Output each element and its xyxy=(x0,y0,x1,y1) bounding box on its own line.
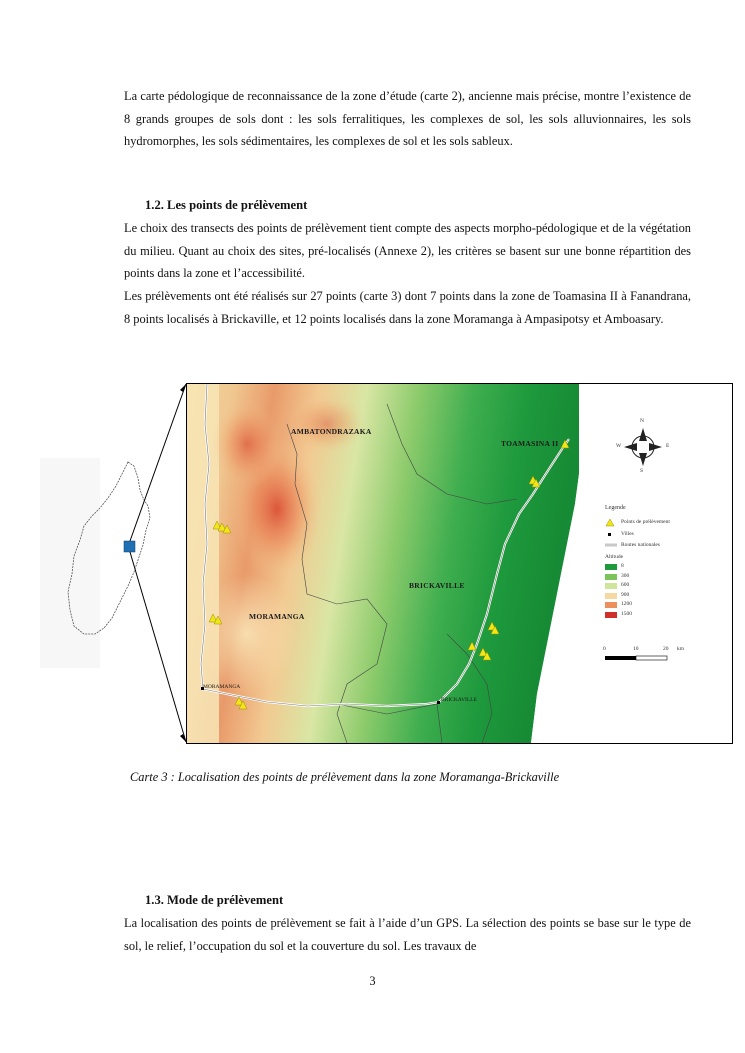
paragraph-27-points: Les prélèvements ont été réalisés sur 27 points (carte 3) dont 7 points dans la zone de Toamasina II à Fanandrana, 8 points localisés à Brickaville, et 12 points localisés dans la zone Moramanga à Ampasipotsy et Amboasary. xyxy=(124,289,691,326)
compass-s: S xyxy=(640,468,644,474)
compass-n: N xyxy=(640,418,644,424)
legend-town-symbol xyxy=(608,533,611,536)
map-label-ambatondrazaka: AMBATONDRAZAKA xyxy=(291,427,372,436)
altitude-label: 1200 xyxy=(621,601,632,607)
section-heading-sampling-points: 1.2. Les points de prélèvement xyxy=(145,198,308,212)
inset-background xyxy=(40,458,100,668)
paragraph-transects: Le choix des transects des points de prélèvement tient compte des aspects morpho-pédologique et de la végétation du milieu. Quant au choix des sites, pré-localisés (Annexe 2), les critères se basent sur une bonne répartition des points dans la zone et l’accessibilité. xyxy=(124,221,691,281)
legend-points-label: Points de prélèvement xyxy=(621,519,670,525)
map-label-moramanga: MORAMANGA xyxy=(249,612,305,621)
section-heading-sampling-mode: 1.3. Mode de prélèvement xyxy=(145,893,284,907)
altitude-label: 1500 xyxy=(621,610,632,617)
study-area-map xyxy=(186,383,733,744)
altitude-swatch xyxy=(605,602,617,608)
altitude-swatch xyxy=(605,564,617,570)
scale-tick-10: 10 xyxy=(633,646,639,652)
paragraph-gps: La localisation des points de prélèvement se fait à l’aide d’un GPS. La sélection des points se base sur le type de sol, le relief, l’occupation du sol et la couverture du sol. Les travaux de xyxy=(124,916,691,953)
scale-bar-black xyxy=(605,656,636,660)
altitude-label: 300 xyxy=(621,572,630,579)
highland-area-ambatondrazaka xyxy=(287,394,367,454)
scale-tick-0: 0 xyxy=(603,646,606,652)
legend-villes-label: Villes xyxy=(621,531,634,537)
scale-bar-white xyxy=(636,656,667,660)
altitude-swatch xyxy=(605,593,617,599)
map-label-moramanga-town: MORAMANGA xyxy=(203,684,241,690)
scale-unit: km xyxy=(677,646,685,652)
legend-altitude-label: Altitude xyxy=(605,554,624,560)
legend-routes-label: Routes nationales xyxy=(621,542,660,548)
scale-tick-20: 20 xyxy=(663,646,669,652)
page-number: 3 xyxy=(369,974,376,988)
paragraph-soil-map: La carte pédologique de reconnaissance de la zone d’étude (carte 2), ancienne mais précise, montre l’existence de 8 grands groupes de sols dont : les sols ferralitiques, les complexes de sol, les sols alluvionnaires, les sols hydromorphes, les sols sédimentaires, les complexes de sol et les sols sableux. xyxy=(124,89,691,149)
highland-area-north xyxy=(212,399,282,489)
altitude-swatch xyxy=(605,574,617,580)
connector-bottom xyxy=(130,552,186,742)
altitude-swatch xyxy=(605,612,617,618)
compass-w: W xyxy=(616,443,622,449)
map-label-brickaville: BRICKAVILLE xyxy=(409,581,465,590)
altitude-label: 8 xyxy=(621,563,624,569)
compass-e: E xyxy=(666,443,670,449)
study-area-marker xyxy=(124,541,135,552)
legend-title: Legende xyxy=(605,505,626,511)
moramanga-plateau xyxy=(197,574,297,694)
altitude-swatch xyxy=(605,583,617,589)
madagascar-inset xyxy=(0,370,190,770)
map-label-brickaville-town: BRICKAVILLE xyxy=(441,697,477,703)
altitude-label: 900 xyxy=(621,591,630,598)
connector-top xyxy=(130,384,186,541)
altitude-label: 600 xyxy=(621,582,630,588)
map-caption: Carte 3 : Localisation des points de prélèvement dans la zone Moramanga-Brickaville xyxy=(130,770,560,784)
town-brickaville xyxy=(437,701,440,704)
map-label-toamasina: TOAMASINA II xyxy=(501,439,559,448)
map-relief xyxy=(187,384,732,743)
